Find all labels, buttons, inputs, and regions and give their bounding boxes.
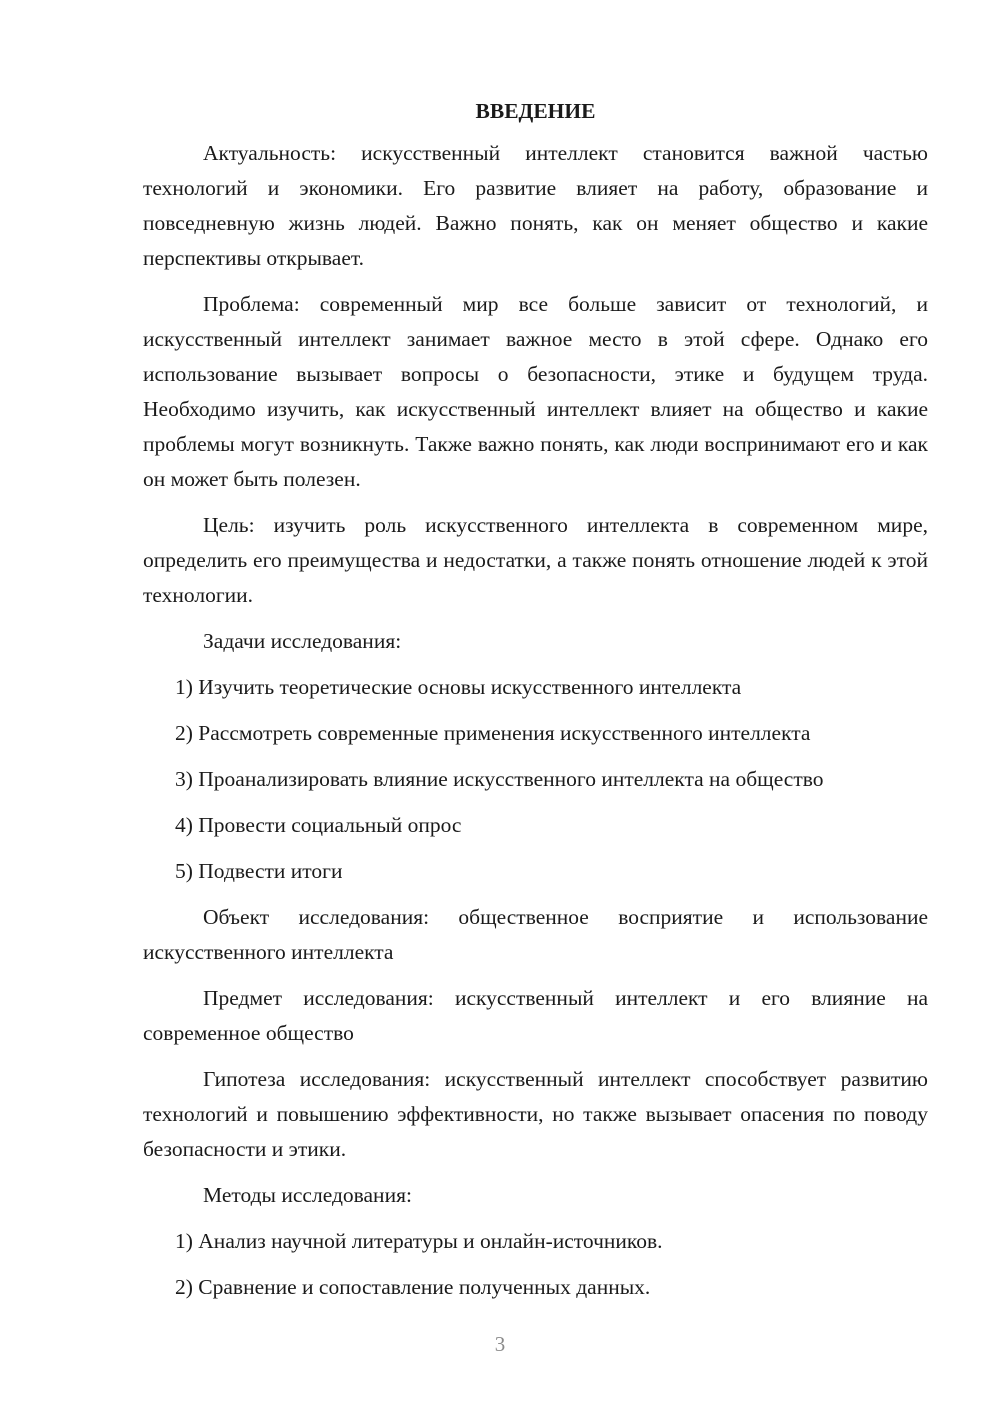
list-item: 4) Провести социальный опрос	[175, 813, 462, 837]
tasks-heading: Задачи исследования:	[203, 629, 402, 653]
paragraph-goal: Цель: изучить роль искусственного интеллекта в современном мире, определить его преимущества и недостатки, а также понять отношение людей к этой технологии.	[143, 513, 928, 607]
paragraph-relevance: Актуальность: искусственный интеллект становится важной частью технологий и экономики. Его развитие влияет на работу, образование и повседневную жизнь людей. Важно понять, как он меняет общество и какие перспективы открывает.	[143, 141, 928, 270]
paragraph-problem: Проблема: современный мир все больше зависит от технологий, и искусственный интеллект занимает важное место в этой сфере. Однако его использование вызывает вопросы о безопасности, этике и будущем труда. Необходимо изучить, как искусственный интеллект влияет на общество и какие проблемы могут возникнуть. Также важно понять, как люди воспринимают его и как он может быть полезен.	[143, 292, 928, 491]
list-item: 5) Подвести итоги	[175, 859, 343, 883]
page-number: 3	[494, 1332, 506, 1356]
tasks-list	[143, 670, 928, 889]
methods-list	[143, 1224, 928, 1305]
list-item: 2) Сравнение и сопоставление полученных данных.	[175, 1275, 651, 1299]
methods-heading: Методы исследования:	[203, 1183, 412, 1207]
section-title: ВВЕДЕНИЕ	[475, 99, 596, 123]
paragraph-subject: Предмет исследования: искусственный интеллект и его влияние на современное общество	[143, 986, 928, 1045]
paragraph-hypothesis: Гипотеза исследования: искусственный интеллект способствует развитию технологий и повышению эффективности, но также вызывает опасения по поводу безопасности и этики.	[143, 1067, 928, 1161]
paragraph-object: Объект исследования: общественное восприятие и использование искусственного интеллекта	[143, 905, 928, 964]
document-page	[143, 96, 928, 1316]
list-item: 3) Проанализировать влияние искусственного интеллекта на общество	[175, 767, 824, 791]
list-item: 2) Рассмотреть современные применения искусственного интеллекта	[175, 721, 811, 745]
list-item: 1) Анализ научной литературы и онлайн-источников.	[175, 1229, 663, 1253]
list-item: 1) Изучить теоретические основы искусственного интеллекта	[175, 675, 742, 699]
